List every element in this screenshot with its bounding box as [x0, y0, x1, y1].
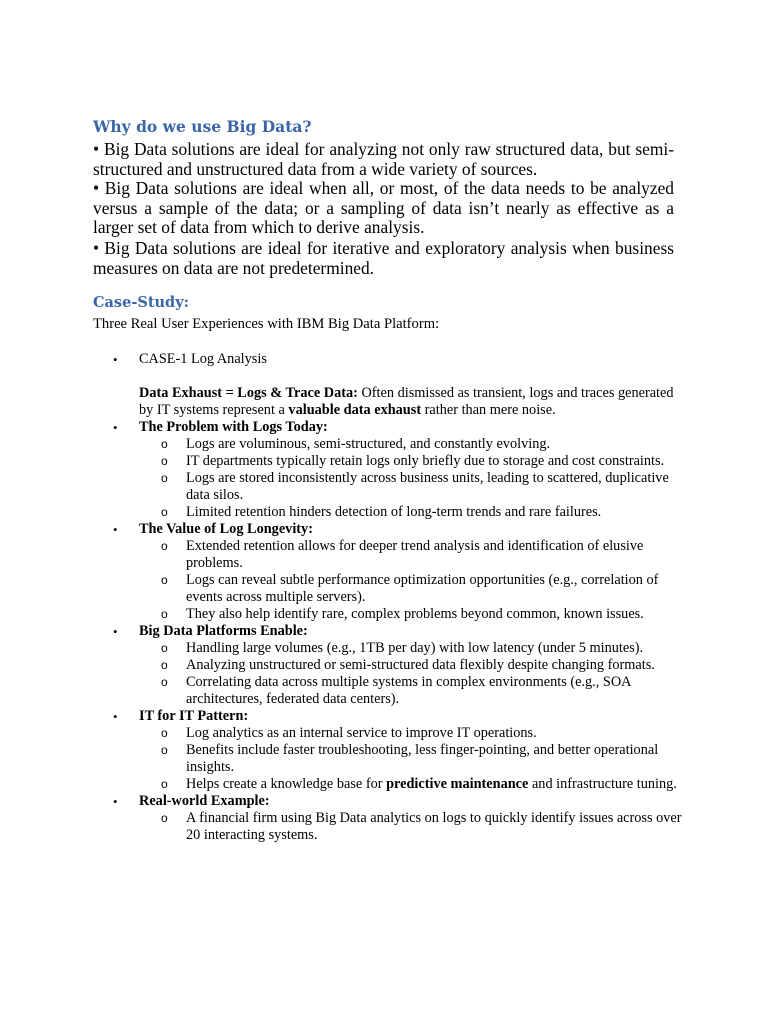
- sub-item-text: Extended retention allows for deeper trend analysis and identification of elusive problems.: [186, 538, 644, 571]
- circle-bullet-icon: o: [161, 726, 168, 740]
- circle-bullet-icon: o: [161, 437, 168, 451]
- sub-list-item: [93, 538, 683, 572]
- intro-paragraph: • Big Data solutions are ideal for iterative and exploratory analysis when business measures on data are not predetermined.: [93, 237, 674, 278]
- sub-list-item: [93, 470, 683, 504]
- circle-bullet-icon: o: [161, 658, 168, 672]
- sub-item-text: Correlating data across multiple systems in complex environments (e.g., SOA architectures, federated data centers).: [186, 674, 631, 707]
- sub-item-text: Limited retention hinders detection of long-term trends and rare failures.: [186, 504, 602, 520]
- case-study-heading: Case-Study:: [93, 294, 189, 311]
- list-item-title: Real-world Example:: [139, 793, 270, 809]
- sub-list-item: [93, 810, 683, 844]
- circle-bullet-icon: o: [161, 505, 168, 519]
- list-item-title: IT for IT Pattern:: [139, 708, 249, 724]
- sub-item-text: They also help identify rare, complex problems beyond common, known issues.: [186, 606, 644, 622]
- sub-list-item: [93, 725, 683, 742]
- list-item-problem: [93, 419, 683, 436]
- list-item-title: Big Data Platforms Enable:: [139, 623, 308, 639]
- list-item-platforms: [93, 623, 683, 640]
- case-study-list: [93, 351, 683, 844]
- intro-paragraph: • Big Data solutions are ideal for analyzing not only raw structured data, but semi-structured and unstructured data from a wide variety of sources.: [93, 139, 674, 179]
- data-exhaust-paragraph: [93, 385, 683, 419]
- circle-bullet-icon: o: [161, 454, 168, 468]
- sub-list-item: [93, 742, 683, 776]
- predictive-maintenance-emphasis: predictive maintenance: [386, 776, 529, 792]
- sub-list-item: [93, 572, 683, 606]
- sub-list-item: [93, 640, 683, 657]
- list-item-title: The Problem with Logs Today:: [139, 419, 328, 435]
- data-exhaust-emphasis: valuable data exhaust: [288, 402, 422, 418]
- list-item-pattern: [93, 708, 683, 725]
- bullet-icon: •: [113, 352, 118, 367]
- case-study-lead: Three Real User Experiences with IBM Big Data Platform:: [93, 316, 440, 332]
- list-item-example: [93, 793, 683, 810]
- sub-item-text: Handling large volumes (e.g., 1TB per day) with low latency (under 5 minutes).: [186, 640, 644, 656]
- data-exhaust-lead: Data Exhaust = Logs & Trace Data:: [139, 385, 358, 401]
- circle-bullet-icon: o: [161, 777, 168, 791]
- circle-bullet-icon: o: [161, 641, 168, 655]
- circle-bullet-icon: o: [161, 573, 168, 587]
- bullet-icon: •: [113, 624, 118, 639]
- sub-item-text: IT departments typically retain logs only briefly due to storage and cost constraints.: [186, 453, 665, 469]
- sub-item-text: A financial firm using Big Data analytics on logs to quickly identify issues across over 20 interacting systems.: [186, 810, 682, 843]
- circle-bullet-icon: o: [161, 471, 168, 485]
- sub-list-item: [93, 606, 683, 623]
- data-exhaust-text-end: rather than mere noise.: [421, 402, 556, 418]
- list-item-value: [93, 521, 683, 538]
- bullet-icon: •: [113, 709, 118, 724]
- list-item-title: The Value of Log Longevity:: [139, 521, 313, 537]
- intro-paragraph: • Big Data solutions are ideal when all, or most, of the data needs to be analyzed versus a sample of the data; or a sampling of data isn’t nearly as effective as a larger set of data from which to derive analysis.: [93, 178, 674, 238]
- sub-item-text-end: and infrastructure tuning.: [528, 776, 677, 792]
- sub-item-text: Logs are stored inconsistently across business units, leading to scattered, duplicative data silos.: [186, 470, 669, 503]
- case1-label: CASE-1 Log Analysis: [139, 351, 267, 367]
- circle-bullet-icon: o: [161, 675, 168, 689]
- sub-list-item: [93, 436, 683, 453]
- sub-list-item: [93, 674, 683, 708]
- circle-bullet-icon: o: [161, 607, 168, 621]
- circle-bullet-icon: o: [161, 811, 168, 825]
- sub-item-text: Logs can reveal subtle performance optimization opportunities (e.g., correlation of events across multiple servers).: [186, 572, 659, 605]
- sub-item-text: Logs are voluminous, semi-structured, and constantly evolving.: [186, 436, 551, 452]
- intro-text: [93, 140, 674, 278]
- sub-list-item: [93, 657, 683, 674]
- sub-item-text: Benefits include faster troubleshooting, less finger-pointing, and better operational insights.: [186, 742, 659, 775]
- bullet-icon: •: [113, 420, 118, 435]
- list-item-case1: [93, 351, 683, 368]
- section-heading-why-big-data: Why do we use Big Data?: [93, 117, 312, 136]
- bullet-icon: •: [113, 522, 118, 537]
- circle-bullet-icon: o: [161, 743, 168, 757]
- sub-list-item: [93, 504, 683, 521]
- sub-item-text: Log analytics as an internal service to improve IT operations.: [186, 725, 537, 741]
- data-exhaust-text: Often dismissed as transient, logs and traces generated by IT systems represent a: [139, 385, 674, 418]
- sub-list-item: [93, 453, 683, 470]
- sub-item-text: Analyzing unstructured or semi-structured data flexibly despite changing formats.: [186, 657, 655, 673]
- sub-list-item: [93, 776, 683, 793]
- sub-item-text: Helps create a knowledge base for: [186, 776, 387, 792]
- circle-bullet-icon: o: [161, 539, 168, 553]
- bullet-icon: •: [113, 794, 118, 809]
